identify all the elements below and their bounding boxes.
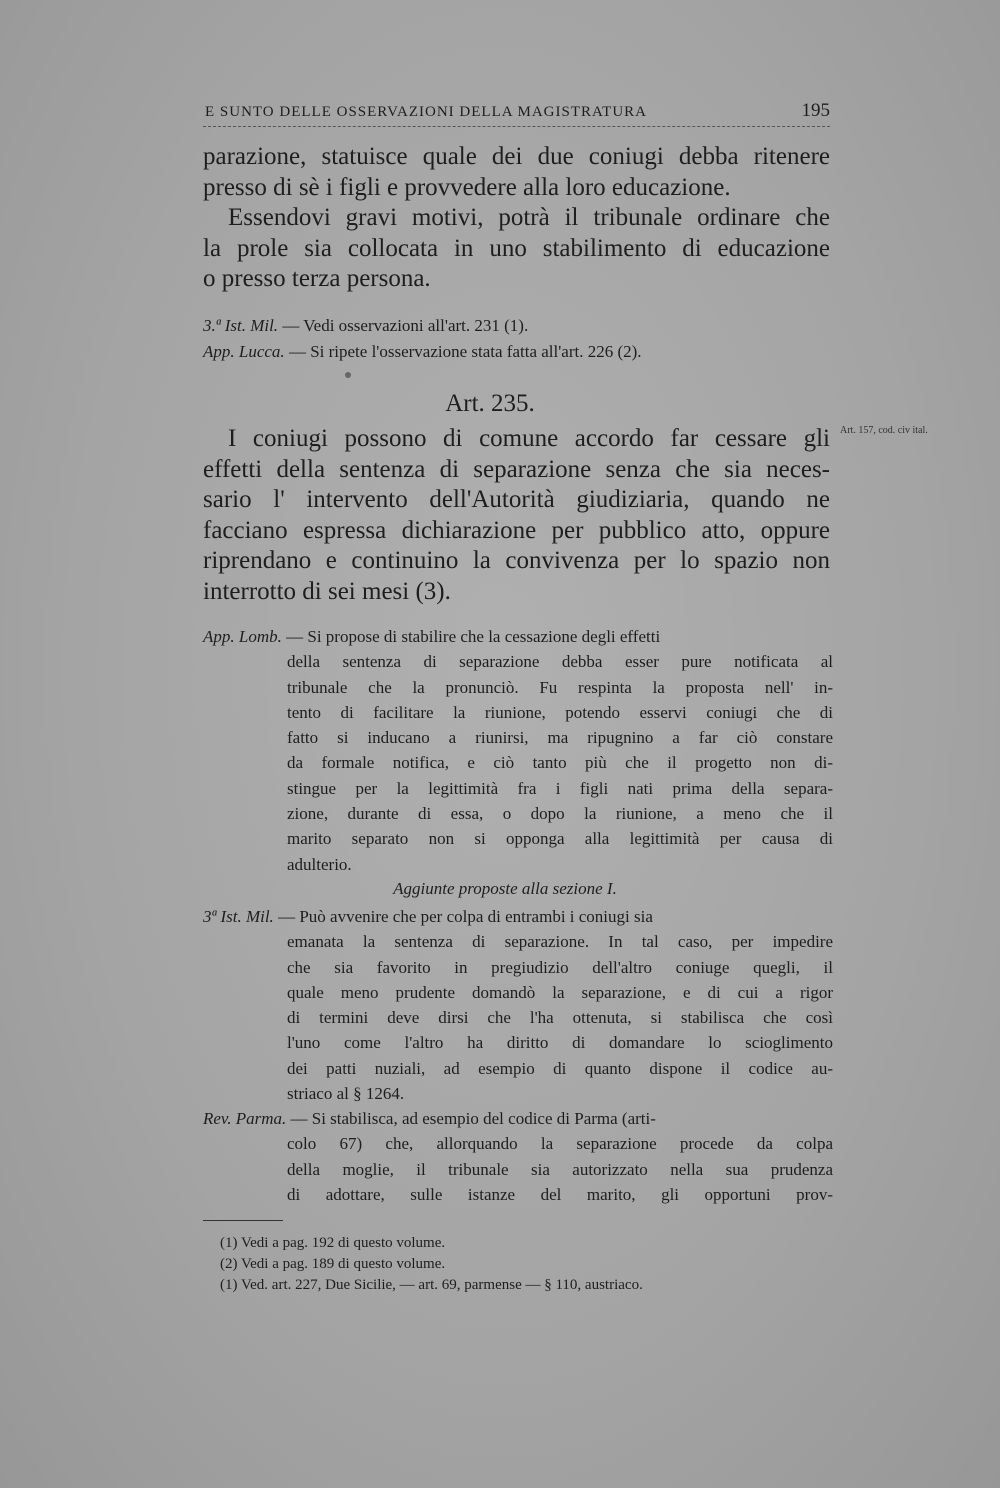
running-header xyxy=(205,100,830,122)
margin-note: Art. 157, cod. civ ital. xyxy=(840,425,928,436)
text-line: interrotto di sei mesi (3). xyxy=(203,577,451,605)
footnote-rule xyxy=(203,1220,283,1221)
observation-body xyxy=(203,929,833,1106)
text-line: tento di facilitare la riunione, potendo esservi coniugi che di xyxy=(287,702,833,722)
page-number: 195 xyxy=(801,100,830,121)
note-text: — Vedi osservazioni all'art. 231 (1). xyxy=(282,316,529,335)
text-line: l'uno come l'altro ha diritto di domandare lo scioglimento xyxy=(287,1033,833,1053)
running-title: E SUNTO DELLE OSSERVAZIONI DELLA MAGISTRATURA xyxy=(205,104,647,120)
observation-first-line xyxy=(203,1106,833,1131)
text-line: fatto si inducano a riunirsi, ma ripugnino a far ciò constare xyxy=(287,728,833,748)
text-line: colo 67) che, allorquando la separazione procede da colpa xyxy=(287,1134,833,1154)
text-line: sario l' intervento dell'Autorità giudiziaria, quando ne xyxy=(203,486,830,513)
observation-ist-mil xyxy=(203,904,833,1106)
footnote: (1) Vedi a pag. 192 di questo volume. xyxy=(220,1235,446,1251)
text-line: effetti della sentenza di separazione senza che sia neces- xyxy=(203,455,830,483)
text-line: riprendano e continuino la convivenza per lo spazio non xyxy=(203,547,830,574)
article-title: Art. 235. xyxy=(445,390,535,417)
observation-text: — Si propose di stabilire che la cessazione degli effetti xyxy=(286,627,661,646)
observation-app-lomb xyxy=(203,624,833,877)
text-line: che sia favorito in pregiudizio dell'altro coniuge quegli, il xyxy=(287,957,833,977)
text-line: tribunale che la pronunciò. Fu respinta la proposta nell' in- xyxy=(287,677,833,697)
text-line: Essendovi gravi motivi, potrà il tribunale ordinare che xyxy=(228,204,830,231)
observation-first-line xyxy=(203,624,833,649)
article-text xyxy=(203,424,830,607)
text-line: striaco al § 1264. xyxy=(287,1084,405,1104)
ink-spot xyxy=(345,372,351,378)
section-title: Aggiunte proposte alla sezione I. xyxy=(393,879,617,898)
text-line: presso di sè i figli e provvedere alla loro educazione. xyxy=(203,173,731,201)
observation-first-line xyxy=(203,904,833,929)
footnote: (1) Ved. art. 227, Due Sicilie, — art. 69, parmense — § 110, austriaco. xyxy=(220,1277,643,1293)
observation-text: — Si stabilisca, ad esempio del codice di Parma (arti- xyxy=(290,1109,656,1128)
observation-text: — Può avvenire che per colpa di entrambi i coniugi sia xyxy=(278,907,653,926)
text-line: facciano espressa dichiarazione per pubblico atto, oppure xyxy=(203,516,830,544)
footnotes xyxy=(220,1233,643,1296)
header-rule xyxy=(203,126,830,127)
text-line: da formale notifica, e ciò tanto più che il progetto non di- xyxy=(287,753,833,773)
note-app-lucca xyxy=(203,339,642,364)
observation-label: App. Lomb. xyxy=(203,627,282,646)
text-line: stingue per la legittimità fra i figli nati prima della separa- xyxy=(287,778,833,798)
text-line: emanata la sentenza di separazione. In tal caso, per impedire xyxy=(287,932,833,952)
text-line: della sentenza di separazione debba esser pure notificata al xyxy=(287,652,833,672)
text-line: la prole sia collocata in uno stabilimento di educazione xyxy=(203,234,830,262)
text-line: di termini deve dirsi che l'ha ottenuta, si stabilisca che così xyxy=(287,1008,833,1028)
text-line: della moglie, il tribunale sia autorizzato nella sua prudenza xyxy=(287,1159,833,1179)
note-ist-mil xyxy=(203,313,528,338)
note-label: App. Lucca. xyxy=(203,342,285,361)
observation-body xyxy=(203,1131,833,1207)
observation-body xyxy=(203,649,833,877)
observation-label: 3ª Ist. Mil. xyxy=(203,907,274,926)
text-line: quale meno prudente domandò la separazione, e di cui a rigor xyxy=(287,982,833,1002)
text-line: I coniugi possono di comune accordo far cessare gli xyxy=(228,425,830,452)
note-text: — Si ripete l'osservazione stata fatta all'art. 226 (2). xyxy=(288,342,642,361)
text-line: marito separato non si opponga alla legittimità per causa di xyxy=(287,829,833,849)
footnote: (2) Vedi a pag. 189 di questo volume. xyxy=(220,1256,446,1272)
text-line: parazione, statuisce quale dei due coniugi debba ritenere xyxy=(203,143,830,170)
observation-rev-parma xyxy=(203,1106,833,1207)
text-line: zione, durante di essa, o dopo la riunione, a meno che il xyxy=(287,804,833,824)
text-line: dei patti nuziali, ad esempio di quanto dispone il codice au- xyxy=(287,1058,833,1078)
text-line: adulterio. xyxy=(287,854,352,874)
observation-label: Rev. Parma. xyxy=(203,1109,287,1128)
text-line: o presso terza persona. xyxy=(203,265,431,292)
text-line: di adottare, sulle istanze del marito, gli opportuni prov- xyxy=(287,1184,833,1204)
paragraph-continuation xyxy=(203,142,830,295)
note-label: 3.ª Ist. Mil. xyxy=(203,316,279,335)
